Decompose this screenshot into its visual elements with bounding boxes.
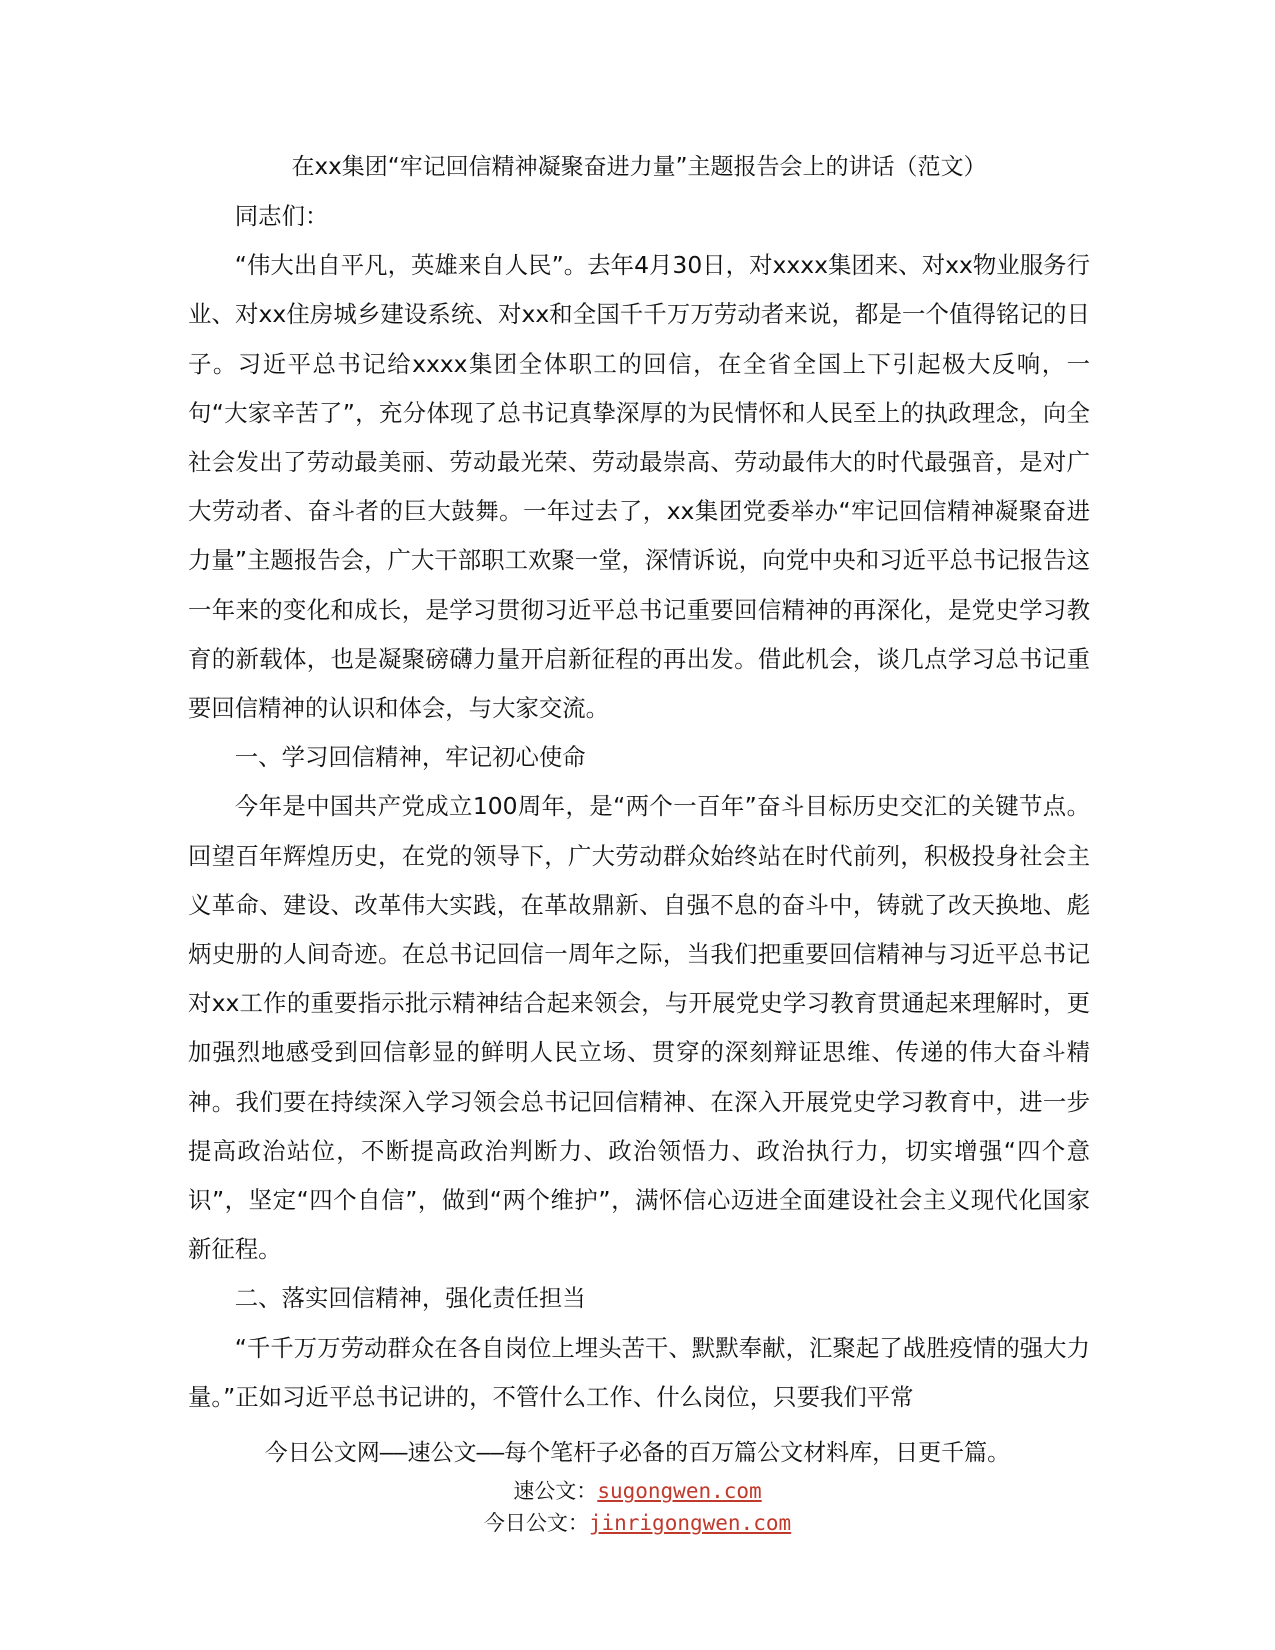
footer-site-2-link[interactable]: jinrigongwen.com bbox=[588, 1511, 792, 1535]
footer-site-2 bbox=[0, 1508, 1275, 1538]
footer-slogan: 今日公文网——速公文——每个笔杆子必备的百万篇公文材料库，日更千篇。 bbox=[264, 1440, 1011, 1466]
footer-site-2-label: 今日公文： bbox=[483, 1511, 589, 1535]
footer-site-1 bbox=[0, 1476, 1275, 1506]
section-heading-2: 二、落实回信精神，强化责任担当 bbox=[234, 1284, 586, 1313]
footer-site-1-label: 速公文： bbox=[513, 1479, 598, 1503]
paragraph-intro: “伟大出自平凡，英雄来自人民”。去年4月30日，对xxxx集团来、对xx物业服务行业、对xx住房城乡建设系统、对xx和全国千千万万劳动者来说，都是一个值得铭记的日子。习近平总书记给xxxx集团全体职工的回信，在全省全国上下引起极大反响，一句“大家辛苦了”，充分体现了总书记真挚深厚的为民情怀和人民至上的执政理念，向全社会发出了劳动最美丽、劳动最光荣、劳动最崇高、劳动最伟大的时代最强音，是对广大劳动者、奋斗者的巨大鼓舞。一年过去了，xx集团党委举办“牢记回信精神凝聚奋进力量”主题报告会，广大干部职工欢聚一堂，深情诉说，向党中央和习近平总书记报告这一年来的变化和成长，是学习贯彻习近平总书记重要回信精神的再深化，是党史学习教育的新载体，也是凝聚磅礴力量开启新征程的再出发。借此机会，谈几点学习总书记重要回信精神的认识和体会，与大家交流。 bbox=[188, 251, 1090, 723]
section-heading-1: 一、学习回信精神，牢记初心使命 bbox=[234, 743, 586, 772]
greeting: 同志们： bbox=[234, 202, 329, 230]
document-body bbox=[188, 143, 1090, 1422]
paragraph-section-1: 今年是中国共产党成立100周年，是“两个一百年”奋斗目标历史交汇的关键节点。回望百年辉煌历史，在党的领导下，广大劳动群众始终站在时代前列，积极投身社会主义革命、建设、改革伟大实践，在革故鼎新、自强不息的奋斗中，铸就了改天换地、彪炳史册的人间奇迹。在总书记回信一周年之际，当我们把重要回信精神与习近平总书记对xx工作的重要指示批示精神结合起来领会，与开展党史学习教育贯通起来理解时，更加强烈地感受到回信彰显的鲜明人民立场、贯穿的深刻辩证思维、传递的伟大奋斗精神。我们要在持续深入学习领会总书记回信精神、在深入开展党史学习教育中，进一步提高政治站位，不断提高政治判断力、政治领悟力、政治执行力，切实增强“四个意识”，坚定“四个自信”，做到“两个维护”，满怀信心迈进全面建设社会主义现代化国家新征程。 bbox=[188, 792, 1090, 1264]
paragraph-section-2: “千千万万劳动群众在各自岗位上埋头苦干、默默奉献，汇聚起了战胜疫情的强大力量。”正如习近平总书记讲的，不管什么工作、什么岗位，只要我们平常 bbox=[188, 1333, 1090, 1411]
footer-site-1-link[interactable]: sugongwen.com bbox=[597, 1479, 762, 1503]
document-title: 在xx集团“牢记回信精神凝聚奋进力量”主题报告会上的讲话（范文） bbox=[291, 154, 987, 180]
